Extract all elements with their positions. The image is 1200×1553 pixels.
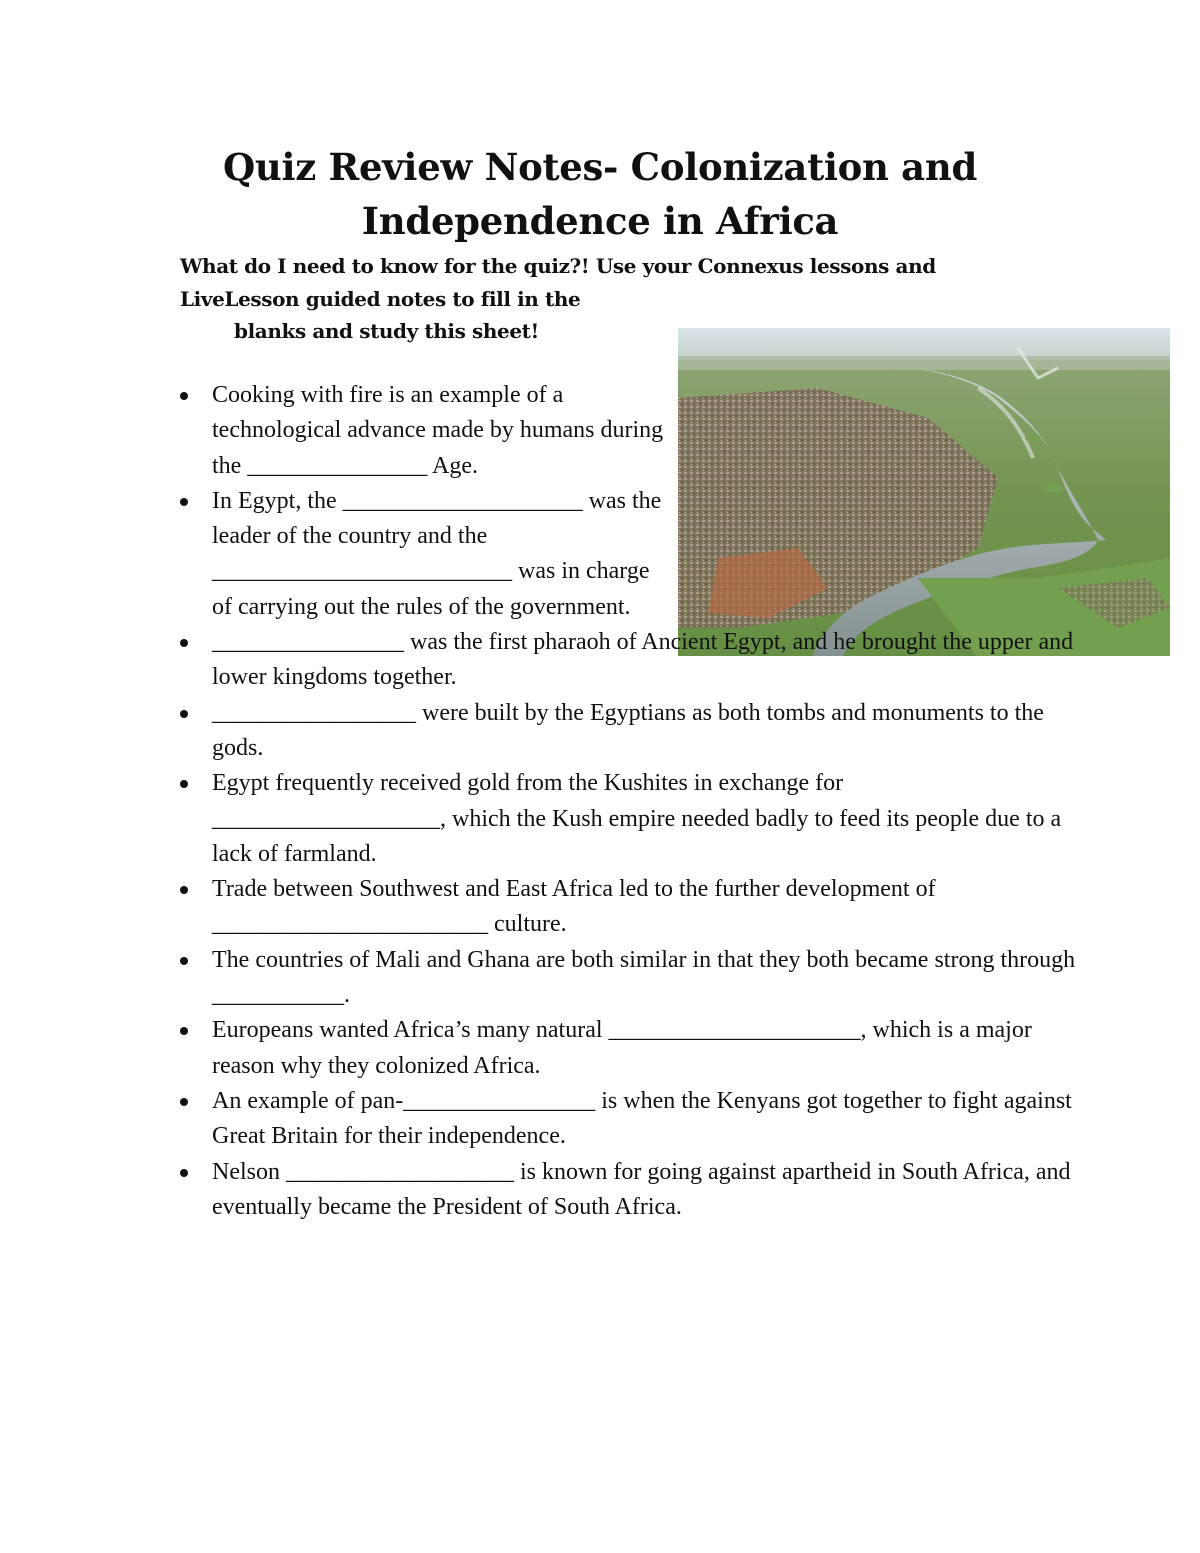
page-title: [0, 140, 1200, 248]
bullet-icon: [180, 957, 188, 965]
intro-line-1: What do I need to know for the quiz?! Use your Connexus lessons and: [180, 254, 936, 278]
question-text: An example of pan-________________ is when the Kenyans got together to fight against Great Britain for their independence.: [212, 1087, 1072, 1150]
list-item: [180, 484, 667, 625]
bullet-icon: [180, 639, 188, 647]
bullet-icon: [180, 780, 188, 788]
title-line-1: Quiz Review Notes- Colonization and: [222, 145, 978, 189]
question-list: [180, 378, 1080, 1225]
list-item: [180, 696, 1080, 767]
list-item: [180, 1084, 1080, 1155]
intro-line-2: LiveLesson guided notes to fill in the: [180, 286, 581, 311]
list-item: [180, 1013, 1080, 1084]
list-item: [180, 1155, 1080, 1226]
bullet-icon: [180, 1169, 188, 1177]
list-item: [180, 766, 1080, 872]
bullet-icon: [180, 392, 188, 400]
question-text: Europeans wanted Africa’s many natural _____________________, which is a major reason why they colonized Africa.: [212, 1017, 1032, 1079]
question-text: _________________ were built by the Egyptians as both tombs and monuments to the gods.: [212, 699, 1044, 761]
question-text: Trade between Southwest and East Africa led to the further development of _______________________ culture.: [212, 876, 936, 938]
list-item: [180, 943, 1080, 1014]
title-line-2: Independence in Africa: [361, 199, 839, 243]
intro-line-3: blanks and study this sheet!: [234, 319, 539, 343]
bullet-icon: [180, 1098, 188, 1106]
bullet-icon: [180, 710, 188, 718]
list-item: [180, 378, 667, 484]
question-text: ________________ was the first pharaoh of Ancient Egypt, and he brought the upper and lower kingdoms together.: [212, 629, 1074, 691]
question-text: In Egypt, the ____________________ was the leader of the country and the _________________________ was in charge of carrying out the rules of the government.: [212, 487, 662, 620]
bullet-icon: [180, 1027, 188, 1035]
question-text: Cooking with fire is an example of a technological advance made by humans during the _______________ Age.: [212, 382, 664, 479]
list-item: [180, 625, 1080, 696]
question-text: Nelson ___________________ is known for going against apartheid in South Africa, and eventually became the President of South Africa.: [212, 1158, 1071, 1220]
list-item: [180, 872, 1080, 943]
bullet-icon: [180, 886, 188, 894]
bullet-icon: [180, 498, 188, 506]
question-text: Egypt frequently received gold from the Kushites in exchange for ___________________, which the Kush empire needed badly to feed its people due to a lack of farmland.: [212, 770, 1062, 867]
question-text: The countries of Mali and Ghana are both similar in that they both became strong through ___________.: [212, 946, 1076, 1009]
